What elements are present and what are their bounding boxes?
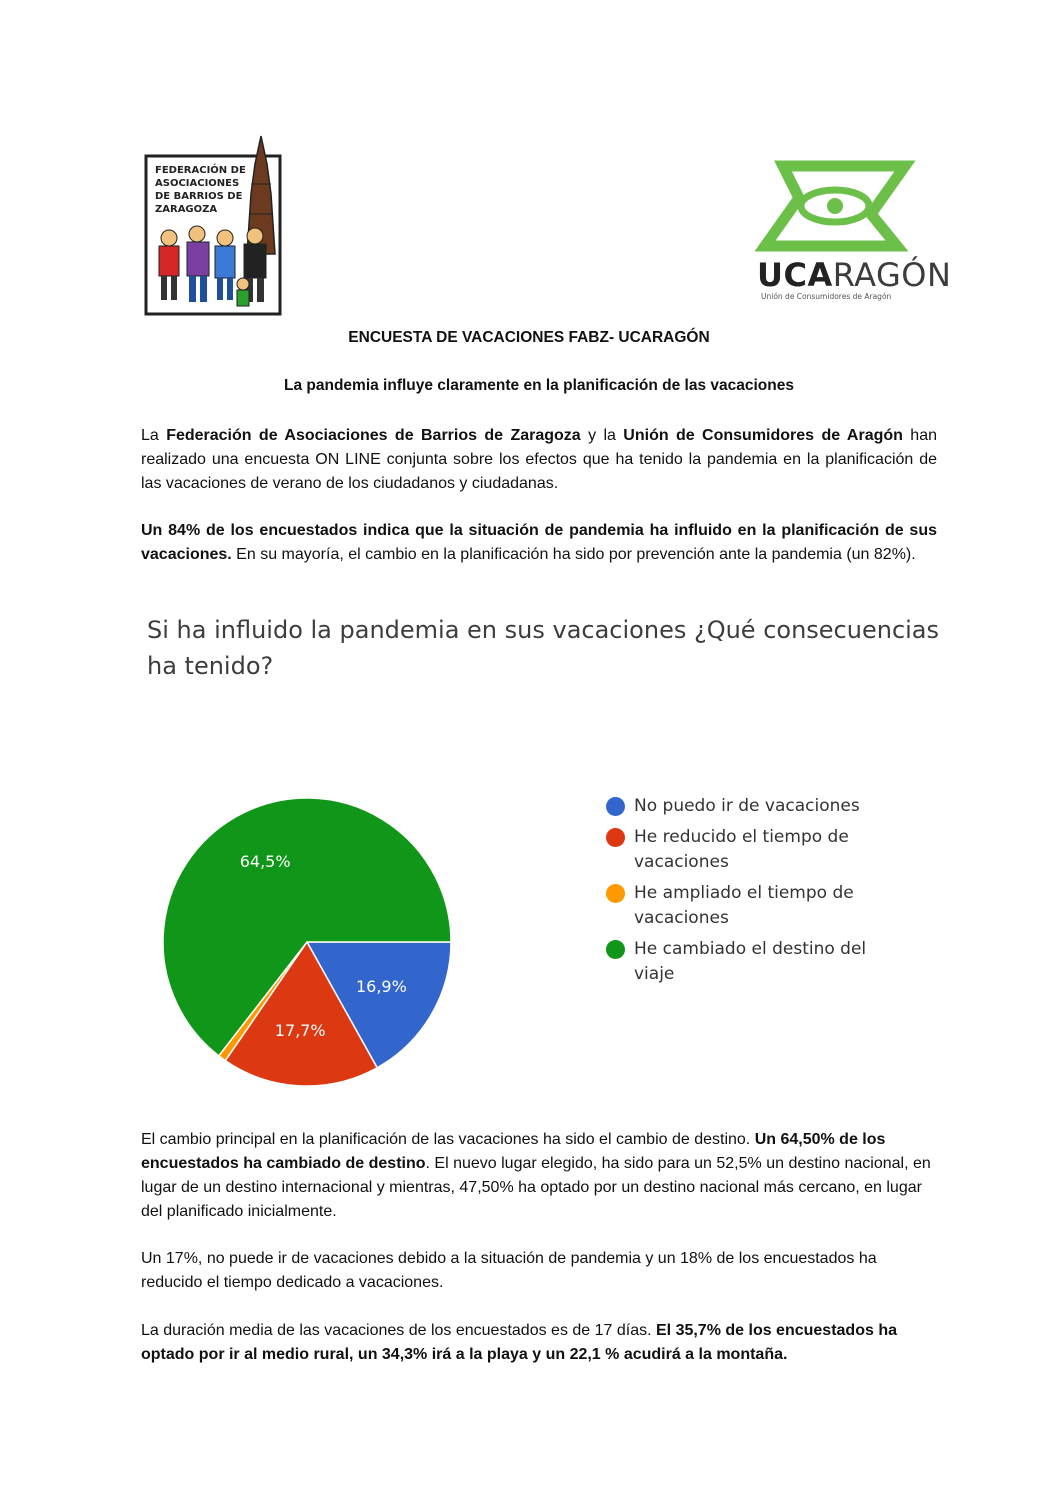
ucaragon-logo xyxy=(745,160,952,301)
legend-label: He ampliado el tiempo de vacaciones xyxy=(634,883,854,928)
influence-paragraph: Un 84% de los encuestados indica que la situación de pandemia ha influido en la planificación de sus vacaciones. En su mayoría, el cambio en la planificación ha sido por prevención ante la pandemia (un 82%). xyxy=(141,522,937,563)
ucaragon-subtitle: Unión de Consumidores de Aragón xyxy=(761,292,892,301)
chart-legend xyxy=(606,794,906,993)
intro-paragraph: La Federación de Asociaciones de Barrios de Zaragoza y la Unión de Consumidores de Aragón han realizado una encuesta ON LINE conjunta sobre los efectos que ha tenido la pandemia en la planificación de las vacaciones de verano de los ciudadanos y ciudadanas. xyxy=(141,427,937,492)
ucaragon-name: UCARAGÓN xyxy=(757,256,952,294)
fabz-logo xyxy=(143,134,285,318)
legend-swatch xyxy=(606,884,625,903)
destination-paragraph: El cambio principal en la planificación de las vacaciones ha sido el cambio de destino. Un 64,50% de los encuestados ha cambiado de destino. El nuevo lugar elegido, ha sido para un 52,5% un destino nacional, en lugar de un destino internacional y mientras, 47,50% ha optado por un destino nacional más cercano, en lugar del planificado inicialmente. xyxy=(141,1131,931,1220)
legend-label: He cambiado el destino del viaje xyxy=(634,939,867,984)
chart-title: Si ha influido la pandemia en sus vacaciones ¿Qué consecuencias ha tenido? xyxy=(147,616,940,680)
reduction-paragraph: Un 17%, no puede ir de vacaciones debido a la situación de pandemia y un 18% de los encuestados ha reducido el tiempo dedicado a vacaciones. xyxy=(141,1250,877,1291)
legend-swatch xyxy=(606,797,625,816)
legend-item xyxy=(606,825,906,875)
pie-chart xyxy=(150,780,470,1100)
document-title: ENCUESTA DE VACACIONES FABZ- UCARAGÓN xyxy=(348,329,710,346)
fabz-logo-text: FEDERACIÓN DE ASOCIACIONES DE BARRIOS DE ZARAGOZA xyxy=(155,165,246,215)
legend-swatch xyxy=(606,940,625,959)
legend-item xyxy=(606,937,906,987)
legend-swatch xyxy=(606,828,625,847)
duration-paragraph: La duración media de las vacaciones de los encuestados es de 17 días. El 35,7% de los encuestados ha optado por ir al medio rural, un 34,3% irá a la playa y un 22,1 % acudirá a la montaña. xyxy=(141,1322,897,1363)
ucaragon-eye-icon xyxy=(745,160,925,256)
pie-slice-label: 16,9% xyxy=(355,977,407,997)
legend-label: He reducido el tiempo de vacaciones xyxy=(634,827,849,872)
legend-item xyxy=(606,794,906,819)
pie-slice-label: 64,5% xyxy=(239,851,291,871)
legend-label: No puedo ir de vacaciones xyxy=(634,796,860,816)
document-subtitle: La pandemia influye claramente en la planificación de las vacaciones xyxy=(284,377,794,394)
pie-slice-label: 17,7% xyxy=(274,1021,326,1041)
legend-item xyxy=(606,881,906,931)
